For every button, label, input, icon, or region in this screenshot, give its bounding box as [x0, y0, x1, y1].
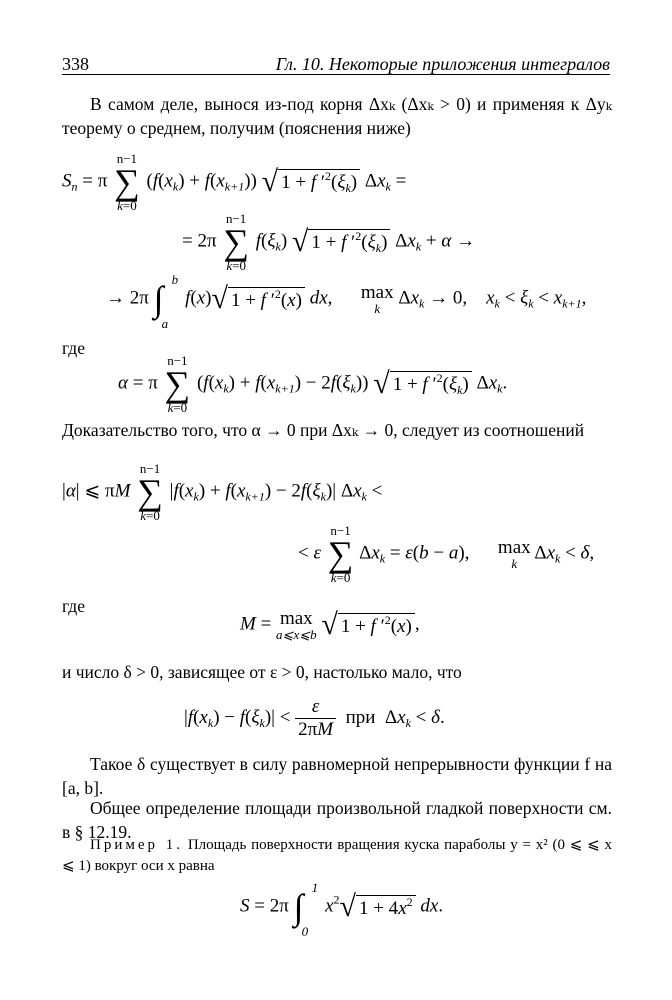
delta-intro: и число δ > 0, зависящее от ε > 0, настолько мало, что	[62, 662, 462, 682]
where-label-2: где	[62, 596, 85, 616]
formula-delta: $|f(x_k) - f(\xi_k)|$ < $\frac{\varepsilon}{2\pi M}$ при $\Delta x_k < \delta$.	[184, 696, 445, 740]
formula-M: M = max a⩽x⩽b √ 1 + f $'^2(x)$ ,	[240, 608, 420, 642]
formula-inequality-line1: |α| ⩽ πM n−1 ∑ k=0 $|f(x_k) + f(x_{k+1}) - 2f(\xi_k)|$ $\Delta x_k$ <	[62, 461, 383, 523]
where-label-1: где	[62, 338, 85, 358]
formula-S: S = 2π ∫ 1 0 $x^2√$ $1 + 4x^2$ dx.	[240, 880, 444, 939]
general-definition-paragraph: Общее определение площади произвольной гладкой поверхности см. в § 12.19.	[62, 798, 612, 842]
page-number: 338	[62, 54, 89, 74]
formula-inequality-line2: < ε n−1 ∑ k=0 $\Delta x_k = \varepsilon(b - a)$, max k $\Delta x_k < \delta$,	[298, 523, 595, 585]
example-paragraph	[62, 835, 612, 877]
chapter-title: Гл. 10. Некоторые приложения интегралов	[275, 54, 610, 74]
formula-sn-line1: $S_n = \pi$ n−1 ∑ k=0 $(f(x_k) + f(x_{k+1}))$ √ 1 + f $'^2(\xi_k) \Delta x_k$ =	[62, 151, 407, 213]
delta-exists-paragraph: Такое δ существует в силу равномерной непрерывности функции f на [a, b].	[62, 754, 612, 798]
proof-sentence: Доказательство того, что α → 0 при Δxₖ → 0, следует из соотношений	[62, 420, 585, 440]
formula-sn-line2: = 2π n−1 ∑ k=0 $f(\xi_k)$ √ 1 + f $'^2(\xi_k) \Delta x_k + \alpha$ →	[182, 211, 476, 273]
example-label: Пример 1.	[90, 837, 184, 853]
example-text: Площадь поверхности вращения куска параболы y = x² (0 ⩽ ⩽ x ⩽ 1) вокруг оси x равна	[62, 837, 612, 874]
intro-paragraph: В самом деле, вынося из-под корня Δxₖ (Δxₖ > 0) и применяя к Δyₖ теорему о среднем, получим (пояснения ниже)	[62, 94, 612, 138]
formula-sn-line3: → 2π ∫ b a f(x)√ 1 + f $'^2(x)$ dx, max k $\Delta x_k \to 0$, $x_k < \xi_k < x_{k+1}$,	[106, 272, 587, 331]
running-header	[62, 52, 610, 75]
formula-alpha: α = π n−1 ∑ k=0 $(f(x_k) + f(x_{k+1}) - 2f(\xi_k))$ √ 1 + f $'^2(\xi_k)$ $\Delta x_k$.	[118, 353, 508, 415]
